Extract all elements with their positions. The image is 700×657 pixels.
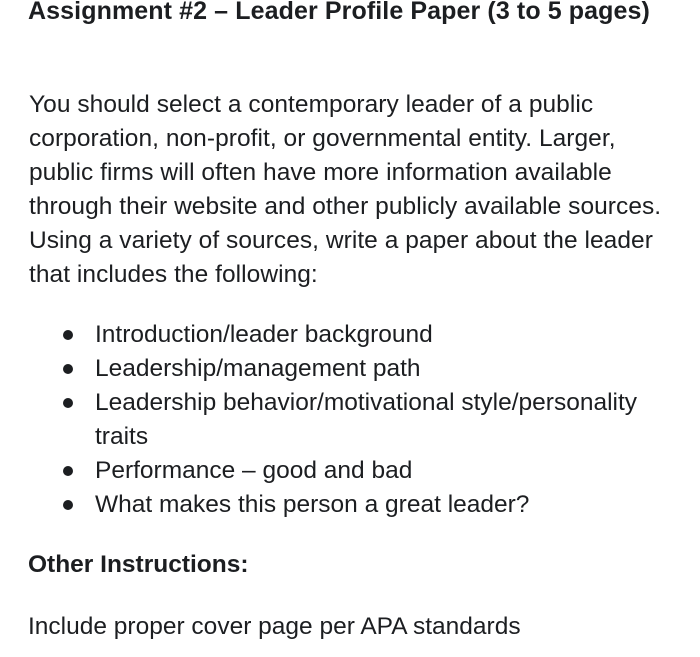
bullet-icon	[63, 364, 73, 374]
intro-paragraph: You should select a contemporary leader of a public corporation, non-profit, or governmental entity. Larger, public firms will often have more information available through their website and other publicly available sources. Using a variety of sources, write a paper about the leader that includes the following:	[29, 91, 662, 288]
list-item	[60, 454, 660, 488]
bullet-icon	[63, 398, 73, 408]
other-instructions-heading: Other Instructions:	[28, 551, 249, 578]
list-item	[60, 488, 660, 522]
list-item-text: Leadership behavior/motivational style/personality traits	[95, 389, 638, 450]
assignment-title: Assignment #2 – Leader Profile Paper (3 to 5 pages)	[28, 0, 650, 25]
list-item	[60, 352, 660, 386]
bullet-icon	[63, 466, 73, 476]
bullet-icon	[63, 500, 73, 510]
list-item	[60, 318, 660, 352]
list-item	[60, 386, 660, 454]
list-item-text: Introduction/leader background	[95, 321, 433, 348]
list-item-text: Performance – good and bad	[95, 457, 413, 484]
other-instructions-text: Include proper cover page per APA standards	[28, 613, 521, 640]
list-item-text: What makes this person a great leader?	[95, 491, 530, 518]
bullet-icon	[63, 330, 73, 340]
requirements-list	[60, 318, 660, 522]
list-item-text: Leadership/management path	[95, 355, 421, 382]
